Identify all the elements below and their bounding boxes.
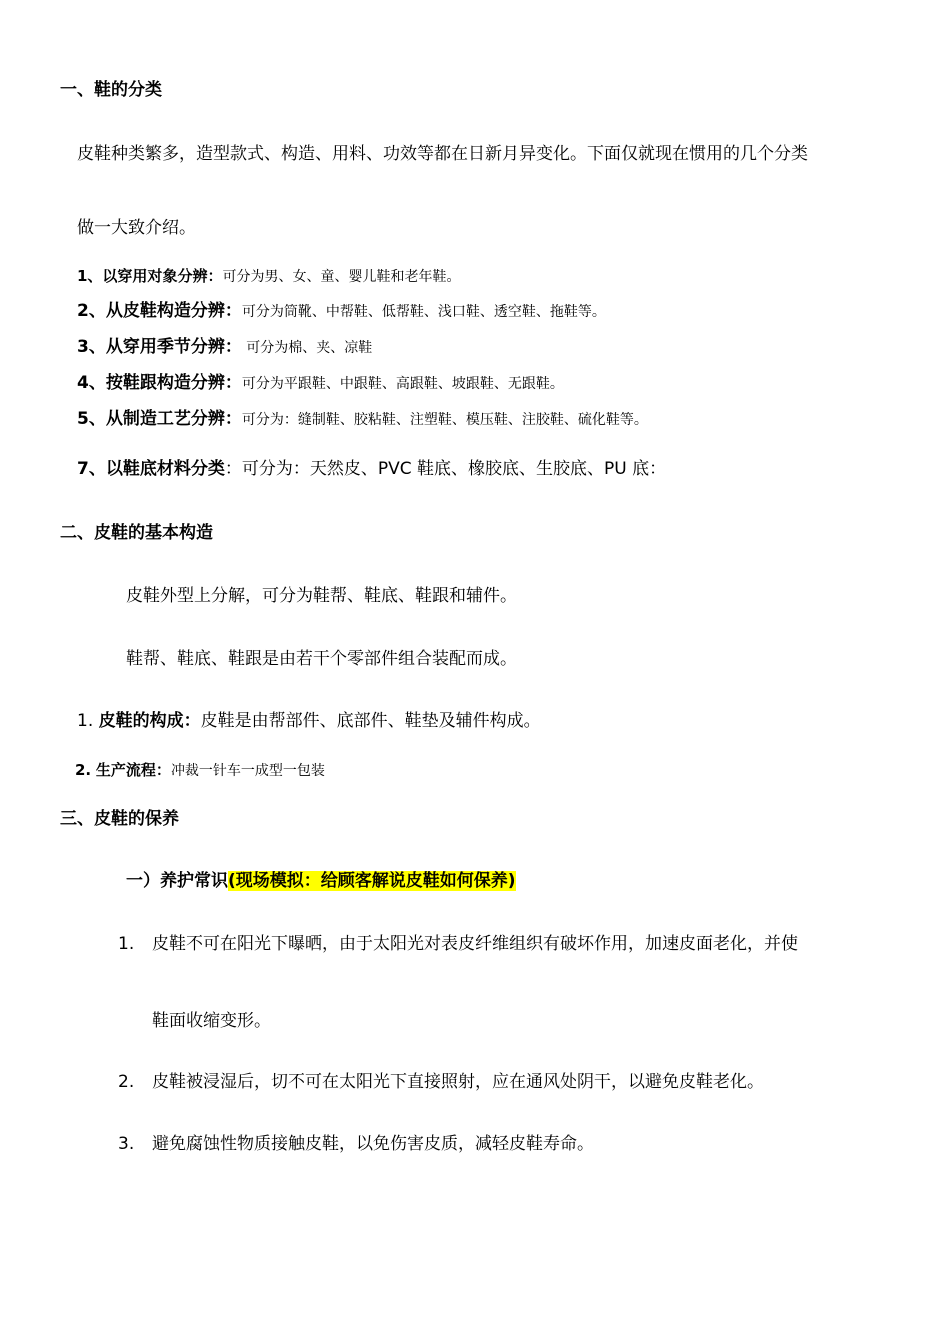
classification-item [77,303,606,320]
maintenance-list-item [118,1136,594,1153]
structure-item-process [75,763,325,778]
list-item-continuation: 鞋面收缩变形。 [152,1011,271,1031]
list-number: 2. [118,1072,135,1092]
maintenance-list-item [118,1074,764,1091]
classification-item-value: 可分为男、女、童、婴儿鞋和老年鞋。 [222,269,461,285]
subheading-label: 一）养护常识 [126,871,228,891]
classification-item-value: 可分为棉、夹、凉鞋 [241,340,373,356]
classification-item [77,339,372,356]
maintenance-list-item [118,936,798,953]
classification-item-value: 可分为：缝制鞋、胶粘鞋、注塑鞋、模压鞋、注胶鞋、硫化鞋等。 [241,412,648,428]
structure-item-value: 皮鞋是由帮部件、底部件、鞋垫及辅件构成。 [200,711,541,731]
classification-item [77,269,460,284]
list-item-text: 皮鞋不可在阳光下曝晒，由于太阳光对表皮纤维组织有破坏作用，加速皮面老化，并使 [152,934,798,954]
classification-item-value: 可分为筒靴、中帮鞋、低帮鞋、浅口鞋、透空鞋、拖鞋等。 [241,304,606,320]
classification-item-label: 4、按鞋跟构造分辨： [77,373,242,393]
classification-item-sole-material [77,461,666,478]
section-heading-maintenance: 三、皮鞋的保养 [60,809,179,829]
classification-item [77,375,564,392]
classification-item-label: 2、从皮鞋构造分辨： [77,301,242,321]
intro-paragraph-line-1: 皮鞋种类繁多，造型款式、构造、用料、功效等都在日新月异变化。下面仅就现在惯用的几个分类 [77,144,808,164]
structure-paragraph-1: 皮鞋外型上分解，可分为鞋帮、鞋底、鞋跟和辅件。 [126,586,517,606]
classification-item-value: 可分为平跟鞋、中跟鞋、高跟鞋、坡跟鞋、无跟鞋。 [241,376,564,392]
list-number: 3. [118,1134,135,1154]
list-item-text: 皮鞋被浸湿后，切不可在太阳光下直接照射，应在通风处阴干，以避免皮鞋老化。 [152,1072,764,1092]
intro-paragraph-line-2: 做一大致介绍。 [77,218,196,238]
classification-item-label: 1、以穿用对象分辨： [77,267,223,285]
classification-item-label: 5、从制造工艺分辨： [77,409,242,429]
classification-item-value: ：可分为：天然皮、PVC 鞋底、橡胶底、生胶底、PU 底： [224,459,667,479]
list-number: 1. [118,934,135,954]
structure-item-composition [77,713,541,730]
list-item-text: 避免腐蚀性物质接触皮鞋，以免伤害皮质，减轻皮鞋寿命。 [152,1134,594,1154]
list-number: 1. [77,711,94,731]
classification-item-label: 7、以鞋底材料分类 [77,459,225,479]
structure-item-label: 生产流程： [95,761,171,779]
section-heading-classification: 一、鞋的分类 [60,80,162,100]
structure-paragraph-2: 鞋帮、鞋底、鞋跟是由若干个零部件组合装配而成。 [126,649,517,669]
highlighted-note: (现场模拟：给顾客解说皮鞋如何保养) [228,871,516,891]
maintenance-subheading [126,873,516,890]
section-heading-structure: 二、皮鞋的基本构造 [60,523,213,543]
classification-item [77,411,648,428]
list-number: 2. [75,761,92,779]
classification-item-label: 3、从穿用季节分辨： [77,337,242,357]
structure-item-label: 皮鞋的构成： [98,711,201,731]
structure-item-value: 冲裁一针车一成型一包装 [170,763,325,779]
